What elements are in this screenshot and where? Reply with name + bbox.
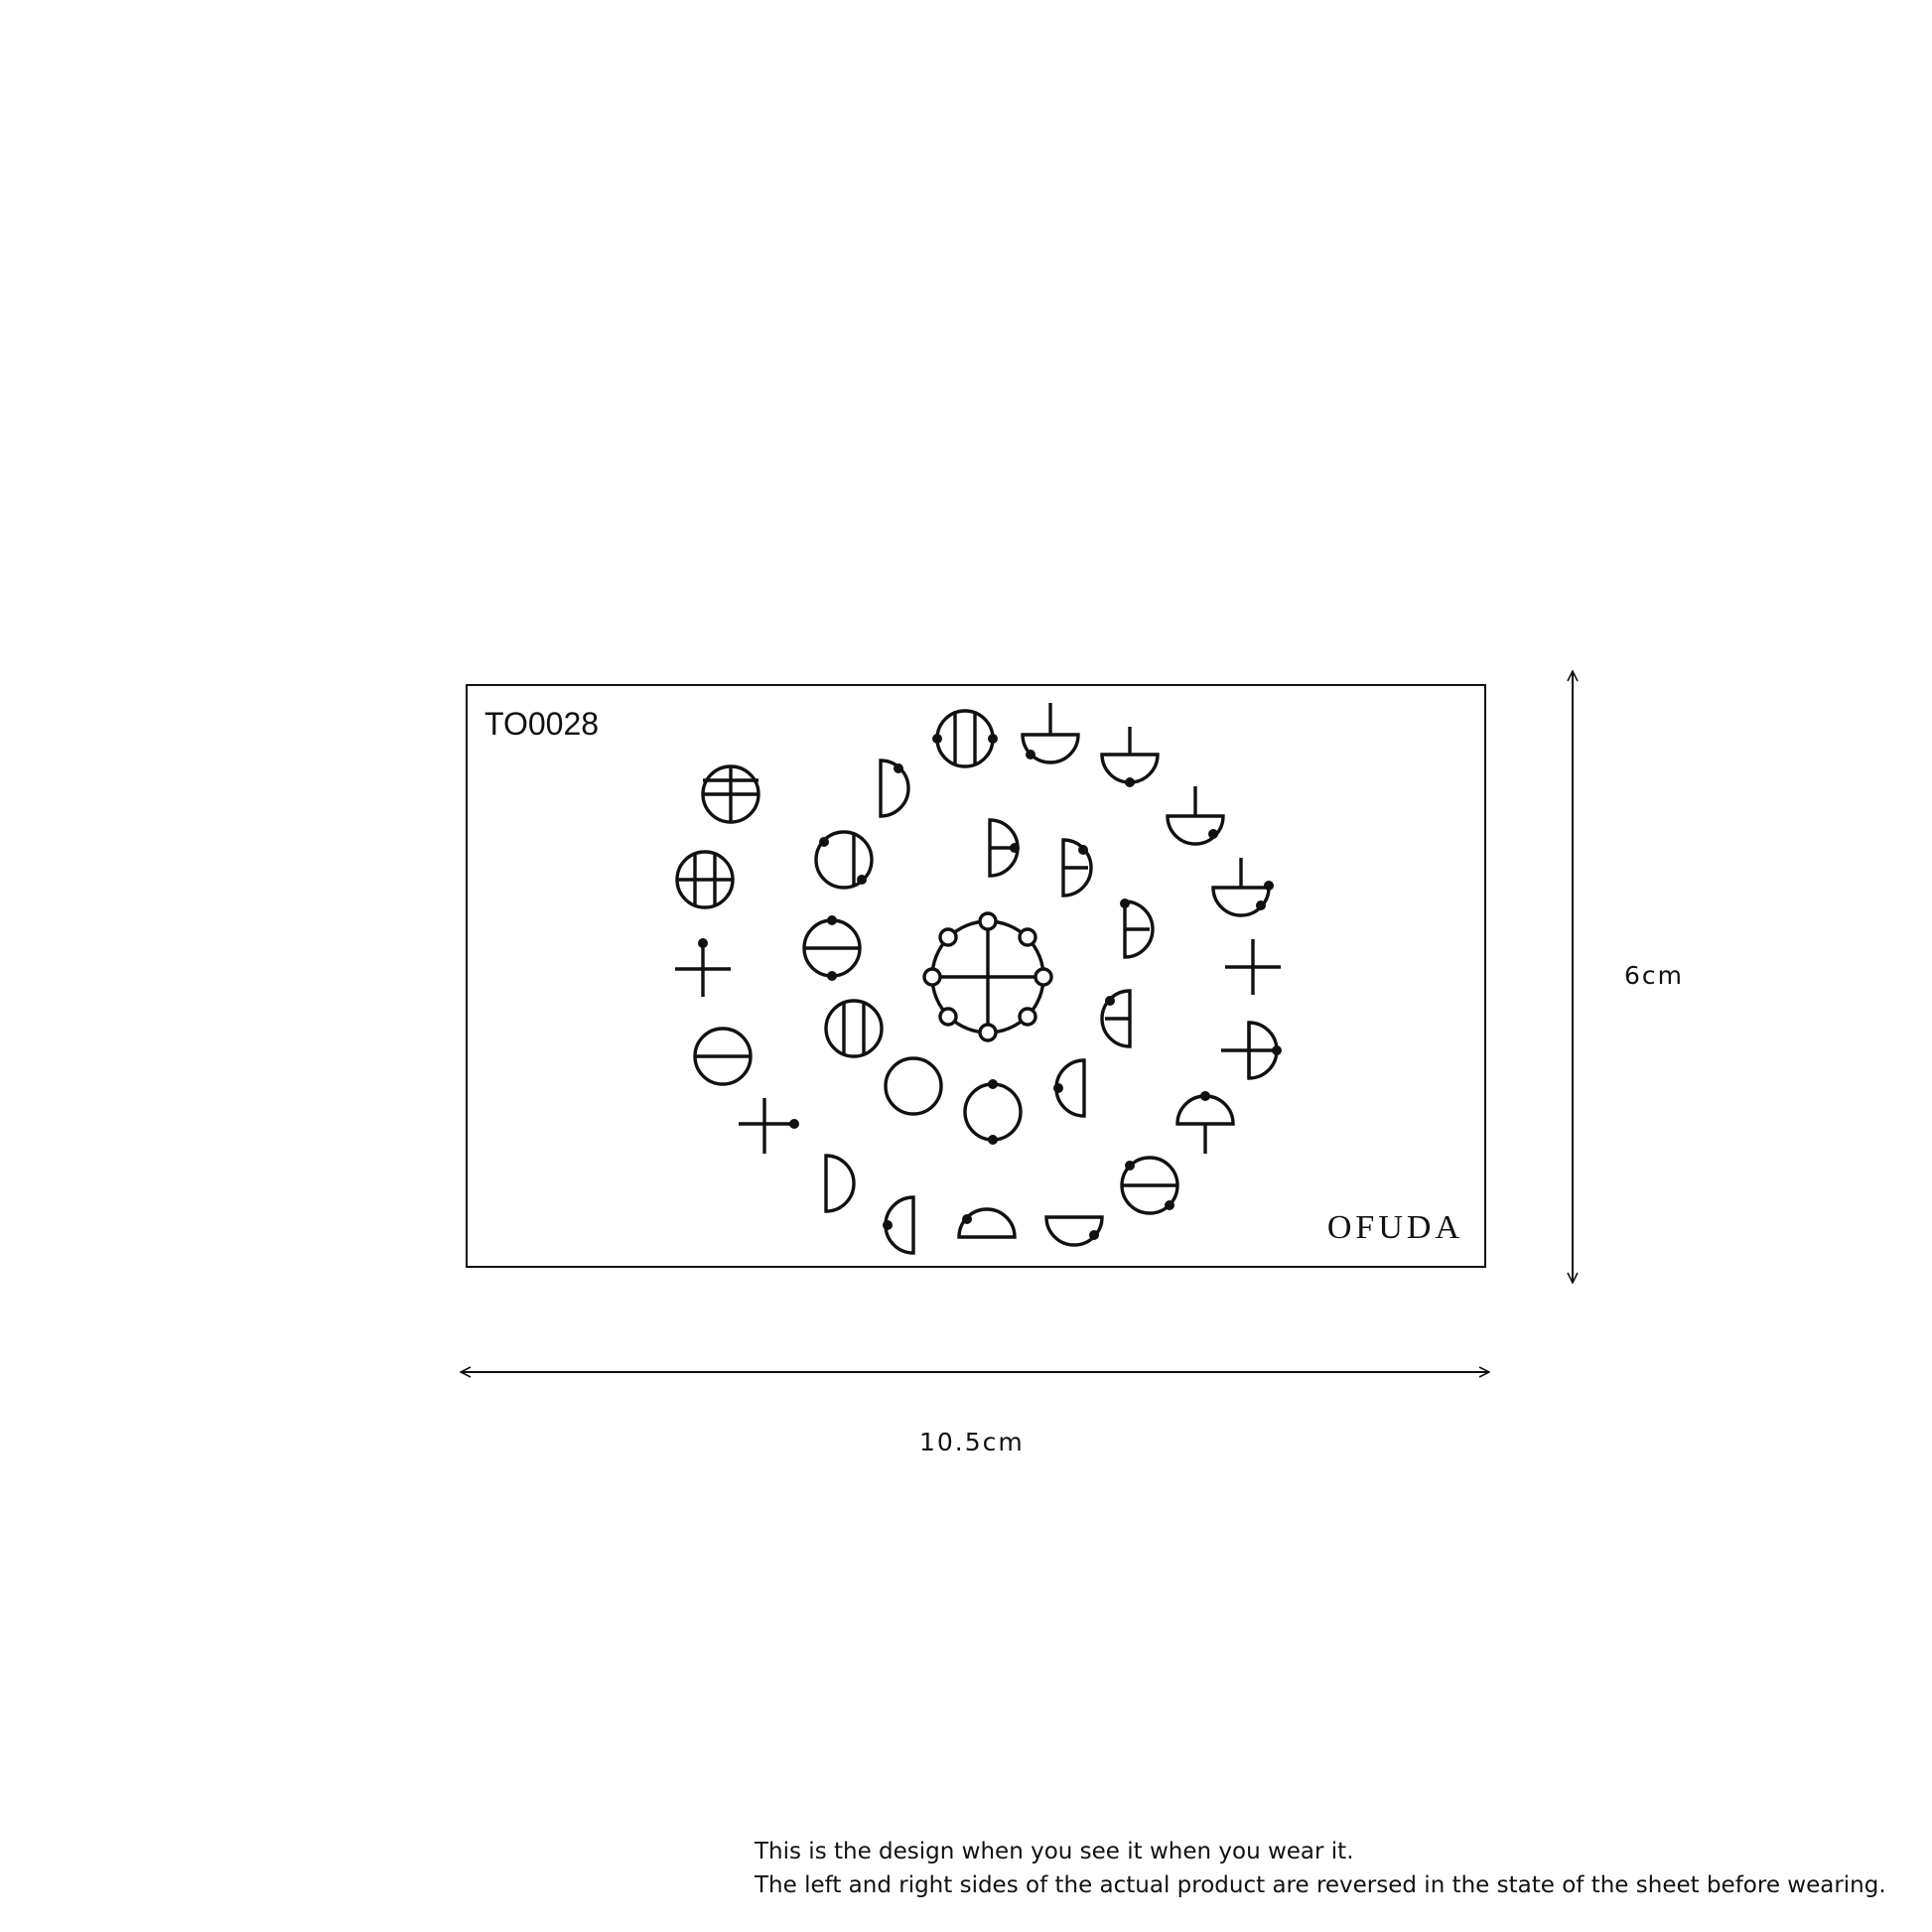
wear-note-line-2: The left and right sides of the actual product are reversed in the state of the sheet before wearing. (755, 1872, 1886, 1898)
symbol-pattern (675, 703, 1282, 1253)
inner-ring-symbols (804, 711, 1153, 1145)
width-dimension-label: 10.5cm (919, 1428, 1025, 1456)
product-code: TO0028 (484, 706, 600, 742)
height-dimension-label: 6cm (1624, 961, 1685, 990)
wear-note-line-1: This is the design when you see it when you wear it. (755, 1839, 1354, 1864)
central-wheel-symbol (924, 913, 1051, 1040)
ofuda-logo: OFUDA (1326, 1209, 1463, 1246)
